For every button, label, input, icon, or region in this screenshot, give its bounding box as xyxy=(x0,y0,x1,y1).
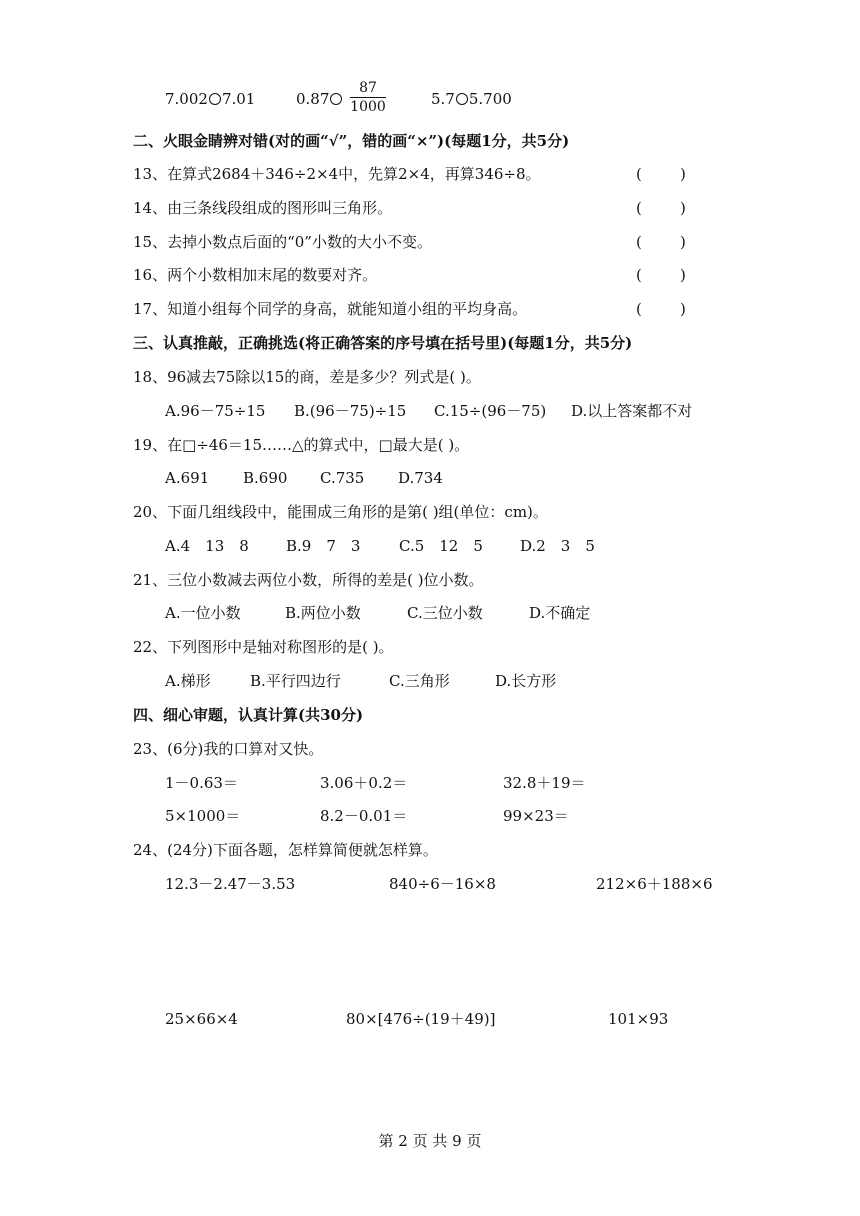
section3-heading: 三、认真推敲，正确挑选(将正确答案的序号填在括号里)(每题1分，共5分) xyxy=(133,334,633,352)
compare-c-right: 5.700 xyxy=(468,90,512,108)
q18-option-b[interactable]: B.(96－75)÷15 xyxy=(294,402,407,420)
q24-expr-1: 12.3－2.47－3.53 xyxy=(165,875,296,893)
answer-paren-13[interactable]: ( ) xyxy=(636,165,686,183)
q24-expr-3: 212×6＋188×6 xyxy=(596,875,713,893)
question-17: 17、知道小组每个同学的身高，就能知道小组的平均身高。 xyxy=(133,300,528,318)
compare-circle-b xyxy=(330,93,342,105)
section4-heading: 四、细心审题，认真计算(共30分) xyxy=(133,706,364,724)
q24-expr-6: 101×93 xyxy=(608,1010,669,1028)
question-19: 19、在□÷46＝15……△的算式中，□最大是( )。 xyxy=(133,436,470,454)
q21-option-c[interactable]: C.三位小数 xyxy=(407,604,483,622)
question-14: 14、由三条线段组成的图形叫三角形。 xyxy=(133,199,393,217)
q22-option-d[interactable]: D.长方形 xyxy=(495,672,557,690)
q19-option-d[interactable]: D.734 xyxy=(398,469,443,487)
q21-option-b[interactable]: B.两位小数 xyxy=(285,604,361,622)
q21-option-a[interactable]: A.一位小数 xyxy=(165,604,241,622)
q22-option-c[interactable]: C.三角形 xyxy=(389,672,450,690)
q20-option-b[interactable]: B.9 7 3 xyxy=(286,537,361,555)
q23-expr-6: 99×23＝ xyxy=(503,807,569,825)
question-21: 21、三位小数减去两位小数，所得的差是( )位小数。 xyxy=(133,571,484,589)
compare-c-left: 5.7 xyxy=(431,90,455,108)
compare-b-left: 0.87 xyxy=(296,90,330,108)
compare-circle-c xyxy=(456,93,468,105)
q23-expr-1: 1－0.63＝ xyxy=(165,774,238,792)
question-13: 13、在算式2684＋346÷2×4中，先算2×4，再算346÷8。 xyxy=(133,165,541,183)
answer-paren-17[interactable]: ( ) xyxy=(636,300,686,318)
compare-a-right: 7.01 xyxy=(221,90,256,108)
compare-a-left: 7.002 xyxy=(165,90,208,108)
q23-expr-5: 8.2－0.01＝ xyxy=(320,807,408,825)
question-15: 15、去掉小数点后面的“0”小数的大小不变。 xyxy=(133,233,432,251)
q19-option-a[interactable]: A.691 xyxy=(165,469,210,487)
q22-option-b[interactable]: B.平行四边行 xyxy=(250,672,341,690)
compare-circle-a xyxy=(209,93,221,105)
question-20: 20、下面几组线段中，能围成三角形的是第( )组(单位：cm)。 xyxy=(133,503,548,521)
q22-option-a[interactable]: A.梯形 xyxy=(165,672,211,690)
q18-option-d[interactable]: D.以上答案都不对 xyxy=(571,402,693,420)
q21-option-d[interactable]: D.不确定 xyxy=(529,604,591,622)
q20-option-d[interactable]: D.2 3 5 xyxy=(520,537,595,555)
q23-expr-4: 5×1000＝ xyxy=(165,807,241,825)
q20-option-c[interactable]: C.5 12 5 xyxy=(399,537,483,555)
q18-option-c[interactable]: C.15÷(96－75) xyxy=(434,402,547,420)
q18-option-a[interactable]: A.96－75÷15 xyxy=(165,402,266,420)
q19-option-c[interactable]: C.735 xyxy=(320,469,365,487)
q20-option-a[interactable]: A.4 13 8 xyxy=(165,537,249,555)
q24-expr-4: 25×66×4 xyxy=(165,1010,238,1028)
fraction-87-1000 xyxy=(350,79,386,116)
question-23: 23、(6分)我的口算对又快。 xyxy=(133,740,324,758)
q23-expr-3: 32.8＋19＝ xyxy=(503,774,586,792)
page-footer: 第 2 页 共 9 页 xyxy=(378,1132,482,1150)
compare-b xyxy=(296,89,343,109)
q24-expr-5: 80×[476÷(19＋49)] xyxy=(346,1010,496,1028)
question-18: 18、96减去75除以15的商，差是多少？列式是( )。 xyxy=(133,368,481,386)
question-22: 22、下列图形中是轴对称图形的是( )。 xyxy=(133,638,394,656)
q19-option-b[interactable]: B.690 xyxy=(243,469,288,487)
fraction-numerator: 87 xyxy=(350,79,386,98)
q23-expr-2: 3.06＋0.2＝ xyxy=(320,774,408,792)
compare-row xyxy=(165,89,255,109)
question-24: 24、(24分)下面各题，怎样算简便就怎样算。 xyxy=(133,841,438,859)
answer-paren-16[interactable]: ( ) xyxy=(636,266,686,284)
question-16: 16、两个小数相加末尾的数要对齐。 xyxy=(133,266,378,284)
fraction-denominator: 1000 xyxy=(350,99,386,115)
answer-paren-14[interactable]: ( ) xyxy=(636,199,686,217)
section2-heading: 二、火眼金睛辨对错(对的画“√”，错的画“×”)(每题1分，共5分) xyxy=(133,132,570,150)
compare-c xyxy=(431,89,512,109)
q24-expr-2: 840÷6－16×8 xyxy=(389,875,496,893)
answer-paren-15[interactable]: ( ) xyxy=(636,233,686,251)
